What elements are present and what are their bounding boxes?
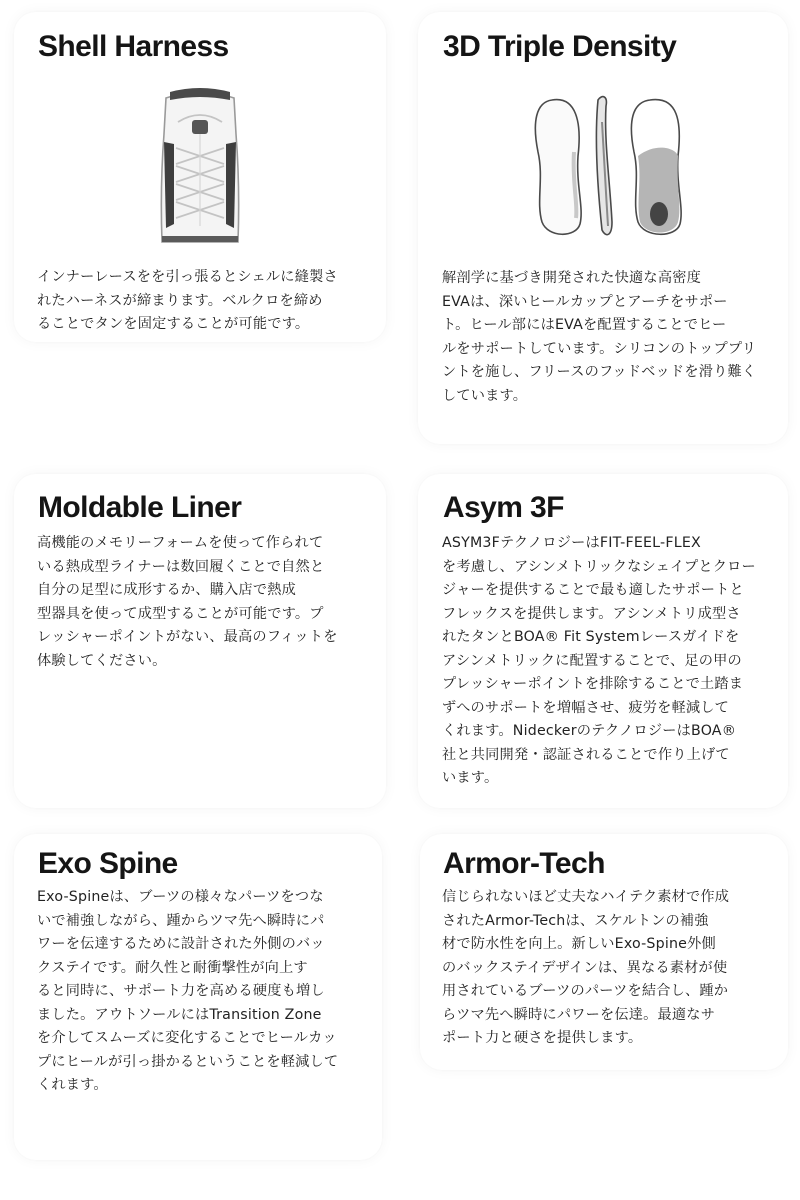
body-line: プにヒールが引っ掛かるということを軽減して [37,1053,339,1070]
body-line: ト。ヒール部にはEVAを配置することでヒー [442,317,727,333]
section-title-moldable-liner: Moldable Liner [38,491,242,524]
body-line: ワーを伝達するために設計された外側のバッ [37,936,325,952]
body-line: ると同時に、サポート力を高める硬度も増し [37,983,325,999]
section-title-triple-density: 3D Triple Density [443,30,677,63]
section-body-triple-density [442,267,756,408]
body-line: クステイです。耐久性と耐衝撃性が向上す [37,959,308,976]
body-line: ることでタンを固定することが可能です。 [37,316,310,332]
body-line: いで補強しながら、踵からツマ先へ瞬時にパ [37,912,325,929]
section-body-armor-tech [442,886,729,1051]
section-title-asym-3f: Asym 3F [443,491,564,524]
body-line: ジャーを提供することで最も適したサポートと [442,582,744,598]
body-line: いる熱成型ライナーは数回履くことで自然と [37,558,325,575]
insole-illustration [528,92,708,242]
body-line: 材で防水性を向上。新しいExo-Spine外側 [442,936,716,952]
body-line: を介してスムーズに変化することでヒールカッ [37,1030,337,1046]
body-line: ASYM3FテクノロジーはFIT-FEEL-FLEX [442,535,701,551]
body-line: のバックステイデザインは、異なる素材が使 [442,959,728,976]
body-line: ました。アウトソールにはTransition Zone [37,1006,322,1023]
body-line: フレックスを提供します。アシンメトリ成型さ [442,605,741,622]
body-line: インナーレースをを引っ張るとシェルに縫製さ [37,269,338,285]
body-line: くれます。 [37,1077,108,1093]
section-title-armor-tech: Armor-Tech [443,847,605,880]
section-body-asym-3f [442,532,756,791]
body-line: アシンメトリックに配置することで、足の甲の [442,652,742,669]
body-line: 型器具を使って成型することが可能です。プ [37,605,324,622]
body-line: ポート力と硬さを提供します。 [442,1030,643,1046]
body-line: 体験してください。 [37,652,167,669]
body-line: を考慮し、アシンメトリックなシェイプとクロー [442,558,756,575]
body-line: EVAは、深いヒールカップとアーチをサポー [442,293,728,310]
body-line: されたArmor-Techは、スケルトンの補強 [442,912,709,929]
body-line: れたハーネスが締まります。ベルクロを締め [37,292,323,309]
body-line: 解剖学に基づき開発された快適な高密度 [442,270,701,286]
section-title-shell-harness: Shell Harness [38,30,229,63]
section-title-exo-spine: Exo Spine [38,847,178,880]
body-line: ルをサポートしています。シリコンのトッププリ [442,340,757,357]
body-line: ントを施し、フリースのフッドベッドを滑り難く [442,364,757,380]
body-line: Exo-Spineは、ブーツの様々なパーツをつな [37,889,324,905]
body-line: ずへのサポートを増幅させ、疲労を軽減して [442,699,730,716]
section-body-exo-spine [37,886,338,1098]
body-line: しています。 [442,387,528,404]
body-line: 信じられないほど丈夫なハイテク素材で作成 [442,889,730,905]
body-line: 社と共同開発・認証されることで作り上げて [442,746,730,763]
section-body-shell-harness [37,266,338,337]
body-line: プレッシャーポイントを排除することで土踏ま [442,676,744,692]
body-line: 高機能のメモリーフォームを使って作られて [37,535,324,551]
section-body-moldable-liner [37,532,338,673]
body-line: らツマ先へ瞬時にパワーを伝達。最適なサ [442,1006,716,1023]
body-line: くれます。NideckerのテクノロジーはBOA® [442,723,737,739]
shell-harness-illustration [150,86,250,248]
body-line: 用されているブーツのパーツを結合し、踵か [442,983,729,999]
body-line: います。 [442,770,499,786]
body-line: 自分の足型に成形するか、購入店で熱成 [37,582,296,598]
body-line: レッシャーポイントがない、最高のフィットを [37,629,338,645]
body-line: れたタンとBOA® Fit Systemレースガイドを [442,629,740,645]
